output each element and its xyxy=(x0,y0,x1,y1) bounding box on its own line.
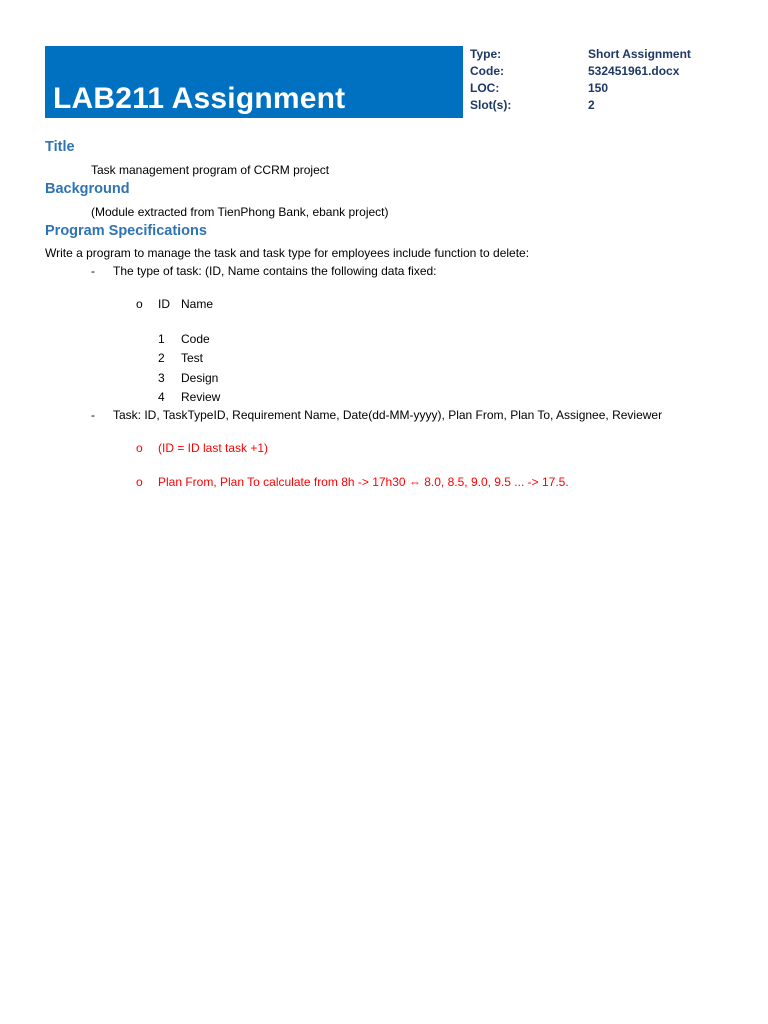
dash-bullet: - xyxy=(91,264,95,278)
spec-item-task-type: The type of task: (ID, Name contains the following data fixed: xyxy=(113,264,437,278)
meta-label: Slot(s): xyxy=(470,98,512,112)
meta-value: 532451961.docx xyxy=(588,64,680,78)
title-text: Task management program of CCRM project xyxy=(91,163,330,177)
meta-value: 2 xyxy=(588,98,595,112)
task-type-name: Code xyxy=(181,332,210,346)
meta-value: Short Assignment xyxy=(588,47,691,61)
meta-label: Code: xyxy=(470,64,504,78)
section-heading-title: Title xyxy=(45,139,75,155)
meta-label: LOC: xyxy=(470,81,500,95)
meta-row-loc xyxy=(470,81,730,98)
meta-row-type xyxy=(470,47,730,64)
task-type-header-name: Name xyxy=(181,297,214,311)
task-type-name: Test xyxy=(181,351,204,365)
task-type-id: 1 xyxy=(158,332,165,346)
circle-bullet: o xyxy=(136,475,143,489)
circle-bullet: o xyxy=(136,297,143,311)
background-text: (Module extracted from TienPhong Bank, ebank project) xyxy=(91,205,389,219)
section-heading-background: Background xyxy=(45,181,130,197)
task-type-name: Design xyxy=(181,371,219,385)
task-type-row xyxy=(158,390,220,404)
task-type-header xyxy=(158,297,213,311)
circle-bullet: o xyxy=(136,441,143,455)
task-type-id: 2 xyxy=(158,351,165,365)
meta-value: 150 xyxy=(588,81,609,95)
section-heading-spec: Program Specifications xyxy=(45,223,207,239)
note-plan-rule: Plan From, Plan To calculate from 8h -> 17h30 ⇔ 8.0, 8.5, 9.0, 9.5 ... -> 17.5. xyxy=(158,475,569,489)
task-type-row xyxy=(158,332,210,346)
meta-label: Type: xyxy=(470,47,502,61)
title-banner xyxy=(45,46,463,118)
task-type-row xyxy=(158,371,218,385)
task-type-name: Review xyxy=(181,390,221,404)
task-type-id: 4 xyxy=(158,390,165,404)
note-id-rule: (ID = ID last task +1) xyxy=(158,441,269,455)
task-type-id: 3 xyxy=(158,371,165,385)
dash-bullet: - xyxy=(91,408,95,422)
document-title: LAB211 Assignment xyxy=(53,82,346,115)
spec-intro: Write a program to manage the task and task type for employees include function to delete: xyxy=(45,246,530,260)
task-type-row xyxy=(158,351,203,365)
task-type-header-id: ID xyxy=(158,297,170,311)
meta-row-slots xyxy=(470,98,730,115)
spec-item-task: Task: ID, TaskTypeID, Requirement Name, Date(dd-MM-yyyy), Plan From, Plan To, Assignee, Reviewer xyxy=(113,408,663,422)
assignment-meta xyxy=(470,47,730,115)
meta-row-code xyxy=(470,64,730,81)
